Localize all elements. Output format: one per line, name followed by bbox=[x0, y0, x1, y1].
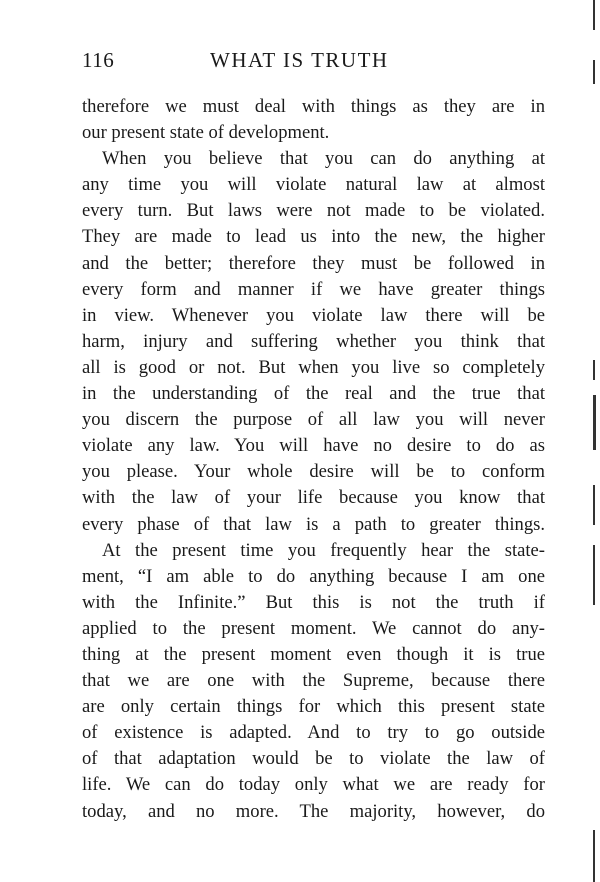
scan-edge-mark bbox=[593, 545, 595, 605]
text-line: harm, injury and suffering whether you think that bbox=[82, 330, 545, 352]
text-line: all is good or not. But when you live so completely bbox=[82, 356, 545, 378]
text-line: you please. Your whole desire will be to conform bbox=[82, 461, 545, 483]
text-line: thing at the present moment even though it is true bbox=[82, 643, 545, 665]
scan-edge-mark bbox=[593, 485, 595, 525]
scan-edge-mark bbox=[593, 0, 595, 30]
text-line: with the Infinite.” But this is not the truth if bbox=[82, 591, 545, 613]
text-line: our present state of development. bbox=[82, 122, 330, 144]
scan-edge-mark bbox=[593, 830, 595, 882]
text-line: every phase of that law is a path to greater things. bbox=[82, 513, 545, 535]
text-line: When you believe that you can do anything at bbox=[102, 148, 545, 170]
text-line: in view. Whenever you violate law there will be bbox=[82, 304, 545, 326]
text-line: They are made to lead us into the new, the higher bbox=[82, 226, 545, 248]
text-line: every turn. But laws were not made to be violated. bbox=[82, 200, 545, 222]
text-line: are only certain things for which this present state bbox=[82, 696, 545, 718]
text-line: At the present time you frequently hear the state- bbox=[102, 539, 545, 561]
text-line: of existence is adapted. And to try to go outside bbox=[82, 722, 545, 744]
page-number: 116 bbox=[82, 48, 115, 72]
text-line: that we are one with the Supreme, because there bbox=[82, 670, 545, 692]
scan-edge-mark bbox=[593, 360, 595, 380]
page-body bbox=[82, 94, 545, 825]
scan-edge-mark bbox=[593, 395, 596, 450]
running-title: WHAT IS TRUTH bbox=[210, 48, 389, 72]
text-line: with the law of your life because you know that bbox=[82, 487, 545, 509]
scan-edge-mark bbox=[593, 60, 595, 84]
text-line: every form and manner if we have greater things bbox=[82, 278, 545, 300]
text-line: you discern the purpose of all law you will never bbox=[82, 409, 545, 431]
text-line: of that adaptation would be to violate the law of bbox=[82, 748, 545, 770]
text-line: any time you will violate natural law at almost bbox=[82, 174, 545, 196]
text-line: applied to the present moment. We cannot do any- bbox=[82, 617, 545, 639]
text-line: life. We can do today only what we are ready for bbox=[82, 774, 545, 796]
text-line: today, and no more. The majority, however, do bbox=[82, 800, 545, 822]
text-line: and the better; therefore they must be followed in bbox=[82, 252, 545, 274]
text-line: in the understanding of the real and the true that bbox=[82, 383, 545, 405]
text-line: therefore we must deal with things as they are in bbox=[82, 96, 545, 117]
text-line: ment, “I am able to do anything because I am one bbox=[82, 565, 545, 587]
running-header bbox=[82, 48, 545, 78]
text-line: violate any law. You will have no desire to do as bbox=[82, 435, 545, 457]
